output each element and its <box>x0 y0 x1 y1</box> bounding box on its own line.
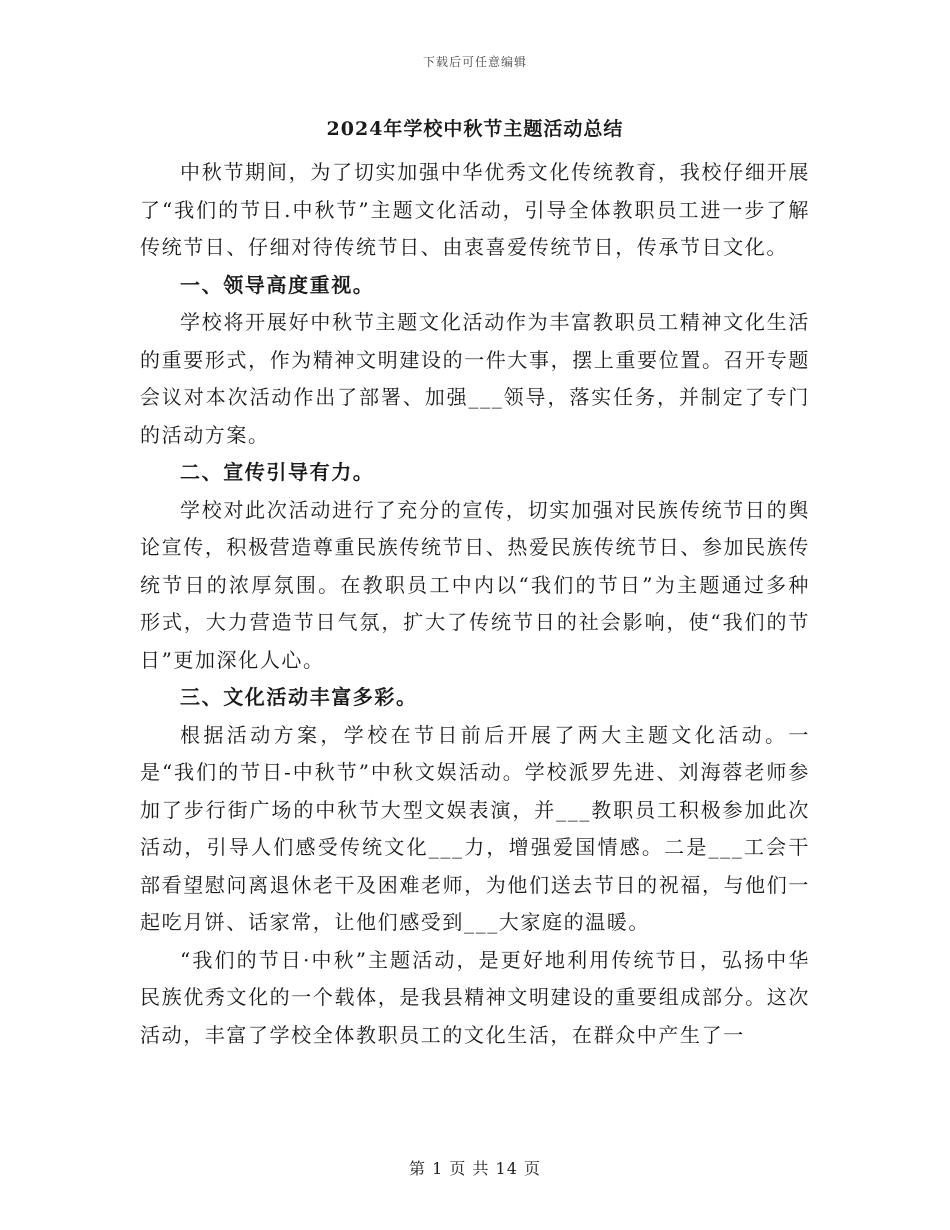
section-heading-1: 一、领导高度重视。 <box>180 272 375 297</box>
page-number: 第 1 页 共 14 页 <box>409 1159 541 1178</box>
section-heading-3: 三、文化活动丰富多彩。 <box>180 685 418 709</box>
section-body-3: 根据活动方案，学校在节日前后开展了两大主题文化活动。一是“我们的节日-中秋节”中秋文娱活动。学校派罗先进、刘海蓉老师参加了步行街广场的中秋节大型文娱表演，并___教职员工积极参加此次活动，引导人们感受传统文化___力，增强爱国情感。二是___工会干部看望慰问离退休老干及困难老师，为他们送去节日的祝福，与他们一起吃月饼、话家常，让他们感受到___大家庭的温暖。 <box>140 722 810 934</box>
closing-paragraph: “我们的节日·中秋”主题活动，是更好地利用传统节日，弘扬中华民族优秀文化的一个载体，是我县精神文明建设的重要组成部分。这次活动，丰富了学校全体教职员工的文化生活，在群众中产生了一 <box>140 947 810 1047</box>
intro-paragraph: 中秋节期间，为了切实加强中华优秀文化传统教育，我校仔细开展了“我们的节日.中秋节”主题文化活动，引导全体教职员工进一步了解传统节日、仔细对待传统节日、由衷喜爱传统节日，传承节日文化。 <box>140 160 810 259</box>
document-title: 2024年学校中秋节主题活动总结 <box>326 118 624 140</box>
document-body <box>140 112 810 1054</box>
header-note: 下载后可任意编辑 <box>422 55 527 69</box>
section-body-1: 学校将开展好中秋节主题文化活动作为丰富教职员工精神文化生活的重要形式，作为精神文明建设的一件大事，摆上重要位置。召开专题会议对本次活动作出了部署、加强___领导，落实任务，并制定了专门的活动方案。 <box>140 310 810 447</box>
section-heading-2: 二、宣传引导有力。 <box>180 460 375 484</box>
section-body-2: 学校对此次活动进行了充分的宣传，切实加强对民族传统节日的舆论宣传，积极营造尊重民族传统节日、热爱民族传统节日、参加民族传统节日的浓厚氛围。在教职员工中内以“我们的节日”为主题通过多种形式，大力营造节日气氛，扩大了传统节日的社会影响，使“我们的节日”更加深化人心。 <box>140 497 810 672</box>
